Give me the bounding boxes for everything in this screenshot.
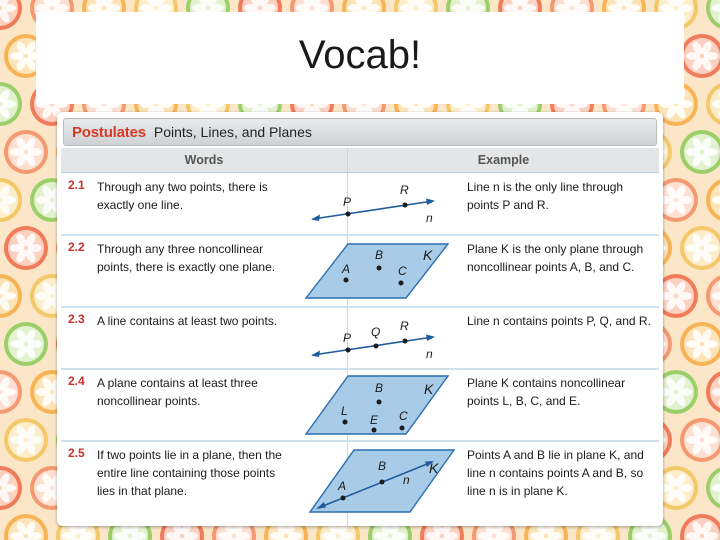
postulate-example: Line n contains points P, Q, and R. (467, 314, 651, 328)
citrus-slice-icon (706, 274, 720, 318)
label-R: R (400, 183, 409, 197)
column-header-words: Words (61, 148, 347, 173)
postulate-row-2-1 (61, 172, 659, 236)
citrus-slice-icon (4, 226, 48, 270)
label-L: L (341, 404, 348, 418)
postulate-number: 2.3 (68, 312, 85, 326)
citrus-slice-icon (680, 514, 720, 540)
postulate-row-2-2 (61, 234, 659, 308)
plane-figure (306, 240, 456, 302)
point-R (403, 203, 408, 208)
plane-with-line-figure (306, 446, 456, 518)
citrus-slice-icon (4, 514, 48, 540)
postulate-example: Plane K is the only plane through noncollinear points A, B, and C. (467, 242, 644, 274)
label-B: B (375, 381, 384, 395)
postulate-number: 2.5 (68, 446, 85, 460)
citrus-slice-icon (680, 34, 720, 78)
citrus-slice-icon (706, 466, 720, 510)
label-plane-K: K (423, 247, 433, 263)
label-n: n (403, 473, 410, 487)
line-figure (311, 312, 441, 364)
label-A: A (342, 262, 351, 276)
label-n: n (426, 211, 433, 225)
label-P: P (343, 331, 352, 345)
citrus-slice-icon (680, 322, 720, 366)
label-n: n (426, 347, 433, 361)
citrus-slice-icon (706, 82, 720, 126)
table-subtitle: Points, Lines, and Planes (153, 124, 312, 140)
postulate-words: Through any three noncollinear points, there is exactly one plane. (97, 242, 276, 274)
postulate-example: Line n is the only line through points P and R. (467, 180, 624, 212)
label-P: P (343, 195, 352, 209)
line-figure (311, 180, 441, 230)
citrus-slice-icon (4, 418, 48, 462)
label-C: C (399, 409, 408, 423)
plane-figure (306, 374, 456, 436)
citrus-slice-icon (680, 130, 720, 174)
postulate-example: Plane K contains noncollinear points L, B, C, and E. (467, 376, 626, 408)
citrus-slice-icon (4, 130, 48, 174)
citrus-slice-icon (0, 274, 22, 318)
table-header-bar (63, 118, 657, 146)
citrus-slice-icon (706, 370, 720, 414)
citrus-slice-icon (680, 418, 720, 462)
label-E: E (370, 413, 379, 427)
slide-title-box (36, 12, 684, 104)
label-C: C (398, 264, 407, 278)
postulate-row-2-4 (61, 368, 659, 442)
label-A: A (338, 479, 347, 493)
postulate-example: Points A and B lie in plane K, and line n contains points A and B, so line n is in plane K. (467, 448, 644, 498)
citrus-slice-icon (4, 322, 48, 366)
citrus-slice-icon (680, 226, 720, 270)
postulate-number: 2.2 (68, 240, 85, 254)
column-header-example: Example (348, 148, 659, 173)
postulate-words: Through any two points, there is exactly one line. (97, 180, 268, 212)
label-plane-K: K (424, 381, 434, 397)
postulate-number: 2.4 (68, 374, 85, 388)
postulate-words: A line contains at least two points. (97, 314, 278, 328)
postulate-words: If two points lie in a plane, then the entire line containing those points lies in that plane. (97, 448, 282, 498)
citrus-slice-icon (0, 370, 22, 414)
postulates-table-card (57, 112, 663, 526)
point-P (346, 212, 351, 217)
slide-title: Vocab! (298, 32, 422, 77)
citrus-slice-icon (706, 0, 720, 30)
label-plane-K: K (429, 460, 439, 476)
label-Q: Q (371, 325, 381, 339)
label-R: R (400, 319, 409, 333)
citrus-slice-icon (0, 466, 22, 510)
label-B: B (378, 459, 387, 473)
postulate-number: 2.1 (68, 178, 85, 192)
table-keyword: Postulates (72, 123, 146, 141)
postulate-row-2-3 (61, 306, 659, 370)
postulate-words: A plane contains at least three noncollinear points. (97, 376, 258, 408)
label-B: B (375, 248, 384, 262)
citrus-slice-icon (0, 0, 22, 30)
citrus-slice-icon (0, 178, 22, 222)
citrus-slice-icon (706, 178, 720, 222)
citrus-slice-icon (0, 82, 22, 126)
postulate-row-2-5 (61, 440, 659, 522)
